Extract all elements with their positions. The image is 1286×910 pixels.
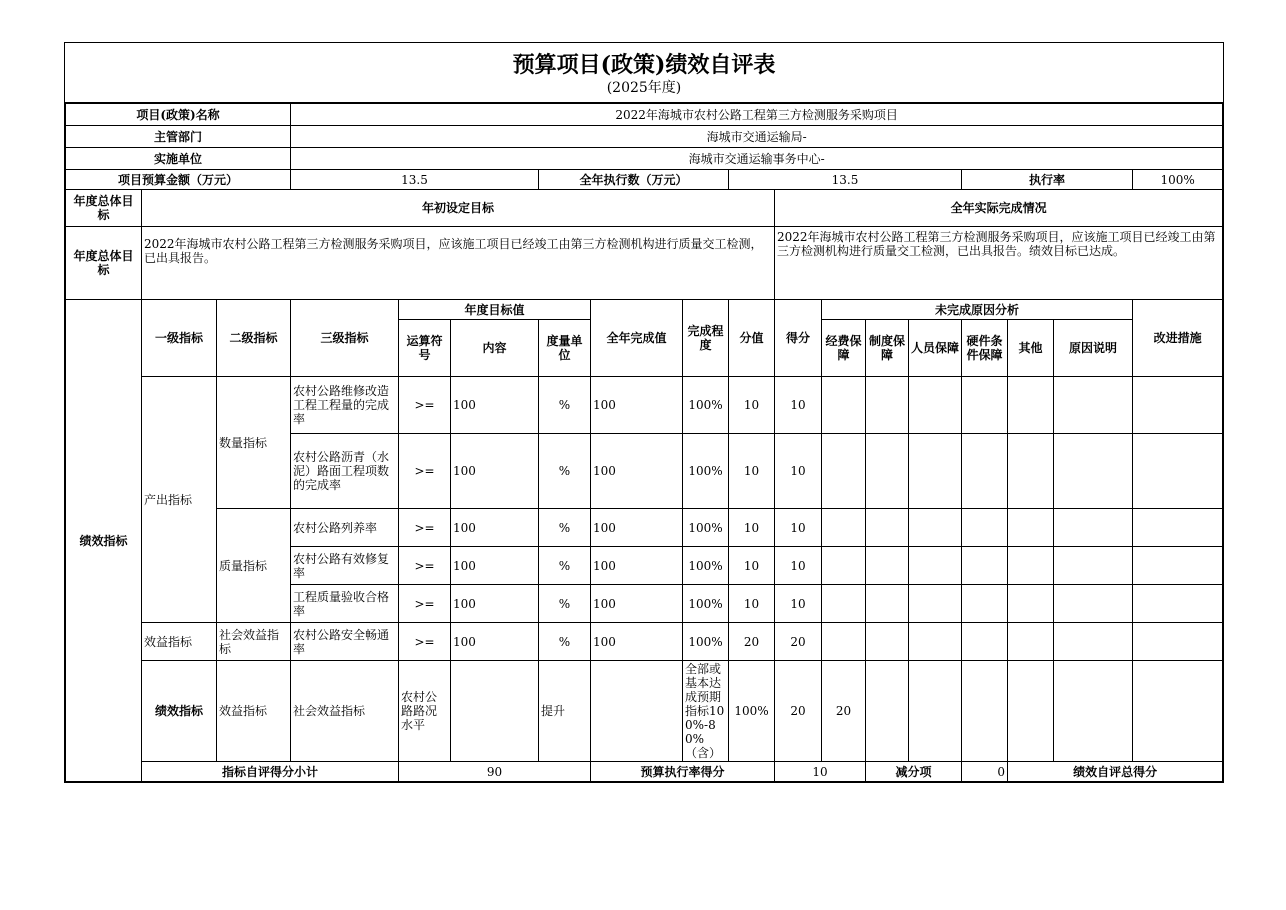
header-reason-note: 原因说明 (1054, 320, 1133, 377)
row-reason-cell (962, 434, 1008, 509)
exec-value: 13.5 (729, 170, 962, 190)
header-reason-other: 其他 (1008, 320, 1054, 377)
group-output: 产出指标 (142, 377, 217, 623)
group-quality: 质量指标 (217, 509, 291, 623)
row-content: 100 (451, 434, 539, 509)
row-reason-cell (1008, 585, 1054, 623)
row-degree: 100% (683, 547, 729, 585)
budget-score-value: 10 (775, 762, 866, 782)
group-social: 社会效益指标 (217, 623, 291, 661)
year-label: (2025年度) (606, 80, 682, 96)
row-op: >= (399, 547, 451, 585)
row-done: 全部或基本达成预期指标100%-80%（含） (683, 661, 729, 762)
row-done: 100 (591, 509, 683, 547)
row-reason-cell (962, 623, 1008, 661)
header-reason-group: 未完成原因分析 (822, 300, 1133, 320)
row-degree: 100% (683, 377, 729, 434)
row-score-value: 20 (729, 623, 775, 661)
row-degree: 100% (683, 434, 729, 509)
header-unit: 度量单位 (539, 320, 591, 377)
row-reason-cell (866, 585, 909, 623)
row-reason-cell (962, 377, 1008, 434)
row-improve-cell (1133, 434, 1223, 509)
header-improve: 改进措施 (1133, 300, 1223, 377)
row-reason-cell (909, 434, 962, 509)
row-reason-cell (962, 661, 1008, 762)
rate-value: 100% (1133, 170, 1223, 190)
group-benefit: 效益指标 (142, 623, 217, 661)
page-title: 预算项目(政策)绩效自评表 (512, 52, 776, 78)
project-name-label: 项目(政策)名称 (66, 104, 291, 126)
header-reason-funding: 经费保障 (822, 320, 866, 377)
row-reason-cell (1008, 661, 1054, 762)
planned-goal-header: 年初设定目标 (142, 190, 775, 227)
row-reason-cell (822, 377, 866, 434)
header-completed: 全年完成值 (591, 300, 683, 377)
row-content: 100 (451, 509, 539, 547)
row-reason-cell (1008, 377, 1054, 434)
rate-label: 执行率 (962, 170, 1133, 190)
total-label: 绩效自评总得分 (1008, 762, 1223, 782)
row-l3: 工程质量验收合格率 (291, 585, 399, 623)
row-reason-cell (866, 377, 909, 434)
row-done: 100 (591, 434, 683, 509)
row-reason-cell (1054, 661, 1133, 762)
header-op: 运算符号 (399, 320, 451, 377)
row-score: 10 (775, 585, 822, 623)
row-improve-cell (1133, 509, 1223, 547)
row-op (451, 661, 539, 762)
budget-score-label: 预算执行率得分 (591, 762, 775, 782)
row-unit: % (539, 585, 591, 623)
group-quantity: 数量指标 (217, 377, 291, 509)
row-reason-cell (822, 585, 866, 623)
row-unit: % (539, 377, 591, 434)
row-content: 100 (451, 585, 539, 623)
header-reason-hardware: 硬件条件保障 (962, 320, 1008, 377)
row-degree: 100% (683, 509, 729, 547)
budget-label: 项目预算金额（万元） (66, 170, 291, 190)
perf-indicator-label: 绩效指标 (66, 300, 142, 782)
row-done: 100 (591, 547, 683, 585)
row-degree: 100% (683, 623, 729, 661)
group-benefit-2: 效益指标 (217, 661, 291, 762)
row-content: 100 (451, 377, 539, 434)
row-reason-cell (1054, 585, 1133, 623)
row-reason-cell (1008, 547, 1054, 585)
header-content: 内容 (451, 320, 539, 377)
header-lvl2: 二级指标 (217, 300, 291, 377)
goal-header-label: 年度总体目标 (66, 190, 142, 227)
dept-value: 海城市交通运输局- (291, 126, 1223, 148)
row-reason-cell (866, 661, 909, 762)
budget-value: 13.5 (291, 170, 539, 190)
row-l3: 农村公路路况水平 (399, 661, 451, 762)
goal-row-label: 年度总体目标 (66, 227, 142, 300)
row-content: 100 (451, 623, 539, 661)
row-content: 100 (451, 547, 539, 585)
row-reason-cell (866, 434, 909, 509)
row-unit: % (539, 623, 591, 661)
row-reason-cell (822, 547, 866, 585)
exec-label: 全年执行数（万元） (539, 170, 729, 190)
deduct-value: 0 (962, 762, 1008, 782)
row-score: 10 (775, 377, 822, 434)
row-reason-cell (1008, 623, 1054, 661)
header-lvl3: 三级指标 (291, 300, 399, 377)
row-reason-cell (909, 547, 962, 585)
row-reason-cell (1054, 547, 1133, 585)
row-content: 提升 (539, 661, 591, 762)
row-unit: % (539, 509, 591, 547)
row-reason-cell (1054, 509, 1133, 547)
row-improve-cell (1133, 377, 1223, 434)
row-score-value: 20 (775, 661, 822, 762)
row-reason-cell (1054, 623, 1133, 661)
row-reason-cell (909, 585, 962, 623)
deduct-label: 减分项 (866, 762, 962, 782)
row-score-value: 10 (729, 547, 775, 585)
row-score: 20 (822, 661, 866, 762)
subtotal-label: 指标自评得分小计 (142, 762, 399, 782)
actual-goal-header: 全年实际完成情况 (775, 190, 1223, 227)
unit-label: 实施单位 (66, 148, 291, 170)
row-score-value: 10 (729, 509, 775, 547)
row-reason-cell (962, 585, 1008, 623)
row-reason-cell (866, 623, 909, 661)
row-reason-cell (909, 377, 962, 434)
row-score: 10 (775, 509, 822, 547)
row-reason-cell (1054, 434, 1133, 509)
row-reason-cell (866, 547, 909, 585)
row-l3: 农村公路沥青（水泥）路面工程项数的完成率 (291, 434, 399, 509)
dept-label: 主管部门 (66, 126, 291, 148)
header-lvl1: 一级指标 (142, 300, 217, 377)
row-improve-cell (1133, 585, 1223, 623)
row-reason-cell (866, 509, 909, 547)
header-score-value: 分值 (729, 300, 775, 377)
row-reason-cell (962, 547, 1008, 585)
evaluation-table (65, 103, 1223, 782)
row-op: >= (399, 623, 451, 661)
header-score: 得分 (775, 300, 822, 377)
row-reason-cell (822, 623, 866, 661)
row-done: 100 (591, 377, 683, 434)
subtotal-value: 90 (399, 762, 591, 782)
planned-goal-text: 2022年海城市农村公路工程第三方检测服务采购项目，应该施工项目已经竣工由第三方检测机构进行质量交工检测，已出具报告。 (142, 227, 775, 300)
group-social-2: 社会效益指标 (291, 661, 399, 762)
row-l3: 农村公路维修改造工程工程量的完成率 (291, 377, 399, 434)
row-l3: 农村公路列养率 (291, 509, 399, 547)
row-reason-cell (1008, 509, 1054, 547)
row-done: 100 (591, 585, 683, 623)
actual-goal-text: 2022年海城市农村公路工程第三方检测服务采购项目，应该施工项目已经竣工由第三方检测机构进行质量交工检测，已出具报告。绩效目标已达成。 (775, 227, 1223, 300)
row-reason-cell (962, 509, 1008, 547)
row-done: 100 (591, 623, 683, 661)
row-score: 10 (775, 547, 822, 585)
row-score-value: 10 (729, 377, 775, 434)
header-reason-staff: 人员保障 (909, 320, 962, 377)
row-unit (591, 661, 683, 762)
row-l3: 农村公路安全畅通率 (291, 623, 399, 661)
row-degree: 100% (729, 661, 775, 762)
row-score: 10 (775, 434, 822, 509)
row-improve-cell (1133, 547, 1223, 585)
row-score: 20 (775, 623, 822, 661)
row-op: >= (399, 434, 451, 509)
row-l3: 农村公路有效修复率 (291, 547, 399, 585)
row-reason-cell (909, 509, 962, 547)
row-reason-cell (1133, 661, 1223, 762)
unit-value: 海城市交通运输事务中心- (291, 148, 1223, 170)
evaluation-sheet (64, 42, 1224, 783)
row-reason-cell (1054, 377, 1133, 434)
row-score-value: 10 (729, 434, 775, 509)
row-op: >= (399, 585, 451, 623)
row-op: >= (399, 509, 451, 547)
perf-indicator-label-2: 绩效指标 (142, 661, 217, 762)
row-unit: % (539, 547, 591, 585)
row-unit: % (539, 434, 591, 509)
row-reason-cell (909, 661, 962, 762)
row-degree: 100% (683, 585, 729, 623)
row-reason-cell (822, 434, 866, 509)
row-reason-cell (822, 509, 866, 547)
header-reason-system: 制度保障 (866, 320, 909, 377)
row-improve-cell (1133, 623, 1223, 661)
header-degree: 完成程度 (683, 300, 729, 377)
header-target-group: 年度目标值 (399, 300, 591, 320)
row-reason-cell (909, 623, 962, 661)
title-block (65, 43, 1223, 103)
row-reason-cell (1008, 434, 1054, 509)
row-score-value: 10 (729, 585, 775, 623)
project-name-value: 2022年海城市农村公路工程第三方检测服务采购项目 (291, 104, 1223, 126)
row-op: >= (399, 377, 451, 434)
